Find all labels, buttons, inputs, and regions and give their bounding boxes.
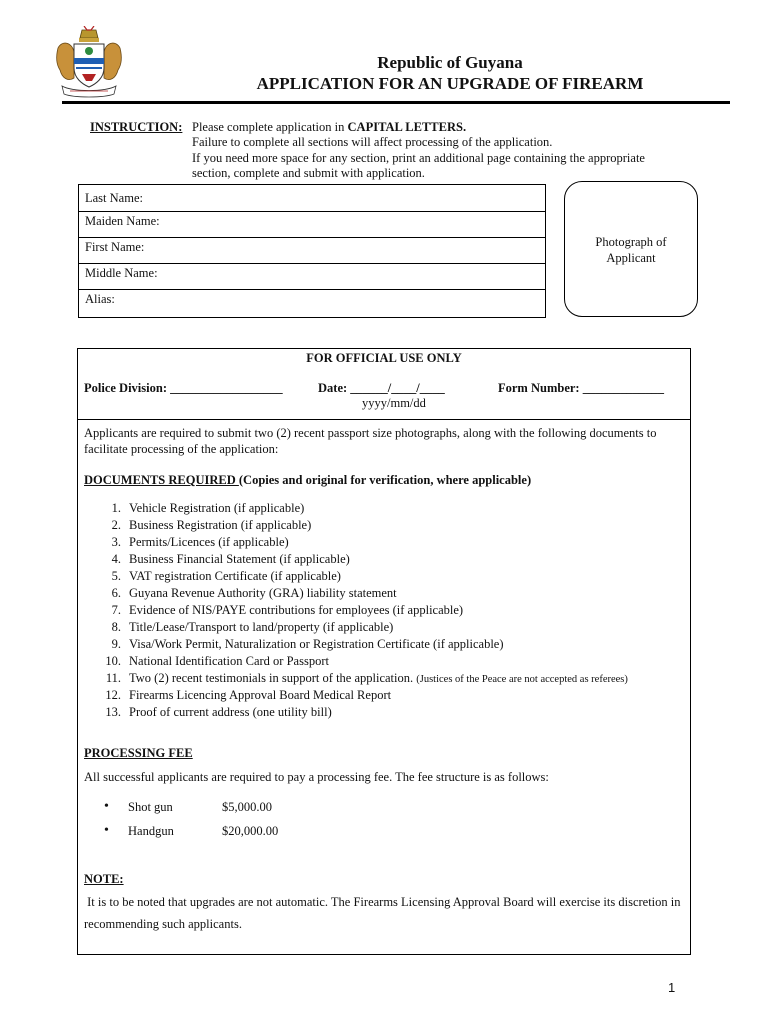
documents-heading-note: (Copies and original for verification, where applicable) (238, 473, 532, 487)
instruction-line-3: If you need more space for any section, print an additional page containing the appropriate (192, 151, 645, 165)
list-item-number: 4. (111, 552, 121, 566)
list-item-number: 12. (105, 688, 121, 702)
fee-label: Shot gun (128, 800, 173, 814)
list-item-text: Firearms Licencing Approval Board Medical Report (129, 688, 392, 702)
list-item (78, 569, 341, 584)
instruction-line-1 (192, 120, 466, 135)
fee-amount: $5,000.00 (222, 800, 272, 814)
intro-line-1: Applicants are required to submit two (2) recent passport size photographs, along with the following documents to (84, 426, 657, 440)
list-item-number: 8. (111, 620, 121, 634)
list-item-number: 7. (111, 603, 121, 617)
list-item-text: Permits/Licences (if applicable) (129, 535, 289, 549)
list-item-text: Business Financial Statement (if applicable) (129, 552, 350, 566)
list-item-text: Evidence of NIS/PAYE contributions for employees (if applicable) (129, 603, 464, 617)
instruction-line-1-prefix: Please complete application in (192, 120, 348, 134)
list-item (78, 501, 304, 516)
applicant-name-table (78, 184, 546, 318)
photograph-box[interactable] (564, 181, 698, 317)
alias-field[interactable]: Alias: (79, 289, 545, 307)
note-line-2: recommending such applicants. (84, 917, 242, 931)
list-item-text: Business Registration (if applicable) (129, 518, 312, 532)
list-item (78, 552, 350, 567)
list-item-text: Visa/Work Permit, Naturalization or Registration Certificate (if applicable) (129, 637, 504, 651)
form-title: APPLICATION FOR AN UPGRADE OF FIREARM (256, 74, 644, 93)
maiden-name-field[interactable]: Maiden Name: (79, 211, 545, 229)
list-item-text: Title/Lease/Transport to land/property (if applicable) (129, 620, 394, 634)
header-rule (62, 101, 730, 104)
list-item-number: 13. (105, 705, 121, 719)
list-item-note: (Justices of the Peace are not accepted as referees) (416, 674, 628, 685)
note-heading: NOTE: (84, 872, 124, 886)
list-item (78, 671, 628, 686)
official-divider (78, 419, 690, 420)
police-division-field[interactable]: Police Division: __________________ (84, 381, 283, 395)
list-item-text: Vehicle Registration (if applicable) (129, 501, 305, 515)
list-item-text: VAT registration Certificate (if applicable) (129, 569, 341, 583)
date-field[interactable]: Date: ______/____/____ (318, 381, 445, 395)
documents-heading (84, 473, 531, 488)
last-name-field[interactable]: Last Name: (85, 191, 143, 205)
list-item (78, 603, 463, 618)
list-item (78, 705, 332, 720)
photograph-label: Photograph of Applicant (595, 235, 667, 265)
middle-name-field[interactable]: Middle Name: (79, 263, 545, 281)
fee-amount: $20,000.00 (222, 824, 279, 838)
processing-fee-heading: PROCESSING FEE (84, 746, 193, 760)
list-item-number: 3. (111, 535, 121, 549)
intro-line-2: facilitate processing of the application: (84, 442, 279, 456)
fee-item-shotgun (104, 799, 109, 815)
list-item (78, 654, 329, 669)
fee-label: Handgun (128, 824, 174, 838)
list-item-number: 6. (111, 586, 121, 600)
date-format-hint: yyyy/mm/dd (362, 396, 426, 410)
country-name: Republic of Guyana (377, 53, 523, 72)
documents-heading-label: DOCUMENTS REQUIRED (84, 473, 239, 487)
list-item-number: 11. (105, 671, 121, 685)
list-item (78, 620, 393, 635)
list-item-number: 5. (111, 569, 121, 583)
list-item-text: National Identification Card or Passport (129, 654, 329, 668)
list-item-text: Two (2) recent testimonials in support of the application. (129, 671, 414, 685)
list-item-text: Guyana Revenue Authority (GRA) liability statement (129, 586, 397, 600)
list-item-number: 10. (105, 654, 121, 668)
list-item (78, 637, 504, 652)
instruction-label: INSTRUCTION: (90, 120, 183, 134)
processing-fee-text: All successful applicants are required to pay a processing fee. The fee structure is as follows: (84, 770, 549, 784)
list-item (78, 518, 311, 533)
bullet-icon: • (104, 823, 109, 838)
official-use-title: FOR OFFICIAL USE ONLY (306, 351, 462, 365)
list-item (78, 586, 397, 601)
instruction-line-2: Failure to complete all sections will affect processing of the application. (192, 135, 553, 149)
guyana-coat-of-arms-icon (52, 26, 126, 98)
bullet-icon: • (104, 799, 109, 814)
list-item-number: 2. (111, 518, 121, 532)
note-line-1: It is to be noted that upgrades are not automatic. The Firearms Licensing Approval Board will exercise its discretion in (84, 895, 681, 909)
list-item-number: 1. (111, 501, 121, 515)
list-item-text: Proof of current address (one utility bill) (129, 705, 332, 719)
list-item (78, 535, 289, 550)
instruction-line-1-emphasis: CAPITAL LETTERS. (347, 120, 467, 134)
official-use-box (77, 348, 691, 955)
list-item (78, 688, 391, 703)
instruction-line-4: section, complete and submit with application. (192, 166, 425, 180)
list-item-number: 9. (111, 637, 121, 651)
first-name-field[interactable]: First Name: (79, 237, 545, 255)
fee-item-handgun (104, 823, 109, 839)
page-number: 1 (668, 980, 676, 995)
form-number-field[interactable]: Form Number: _____________ (498, 381, 664, 395)
